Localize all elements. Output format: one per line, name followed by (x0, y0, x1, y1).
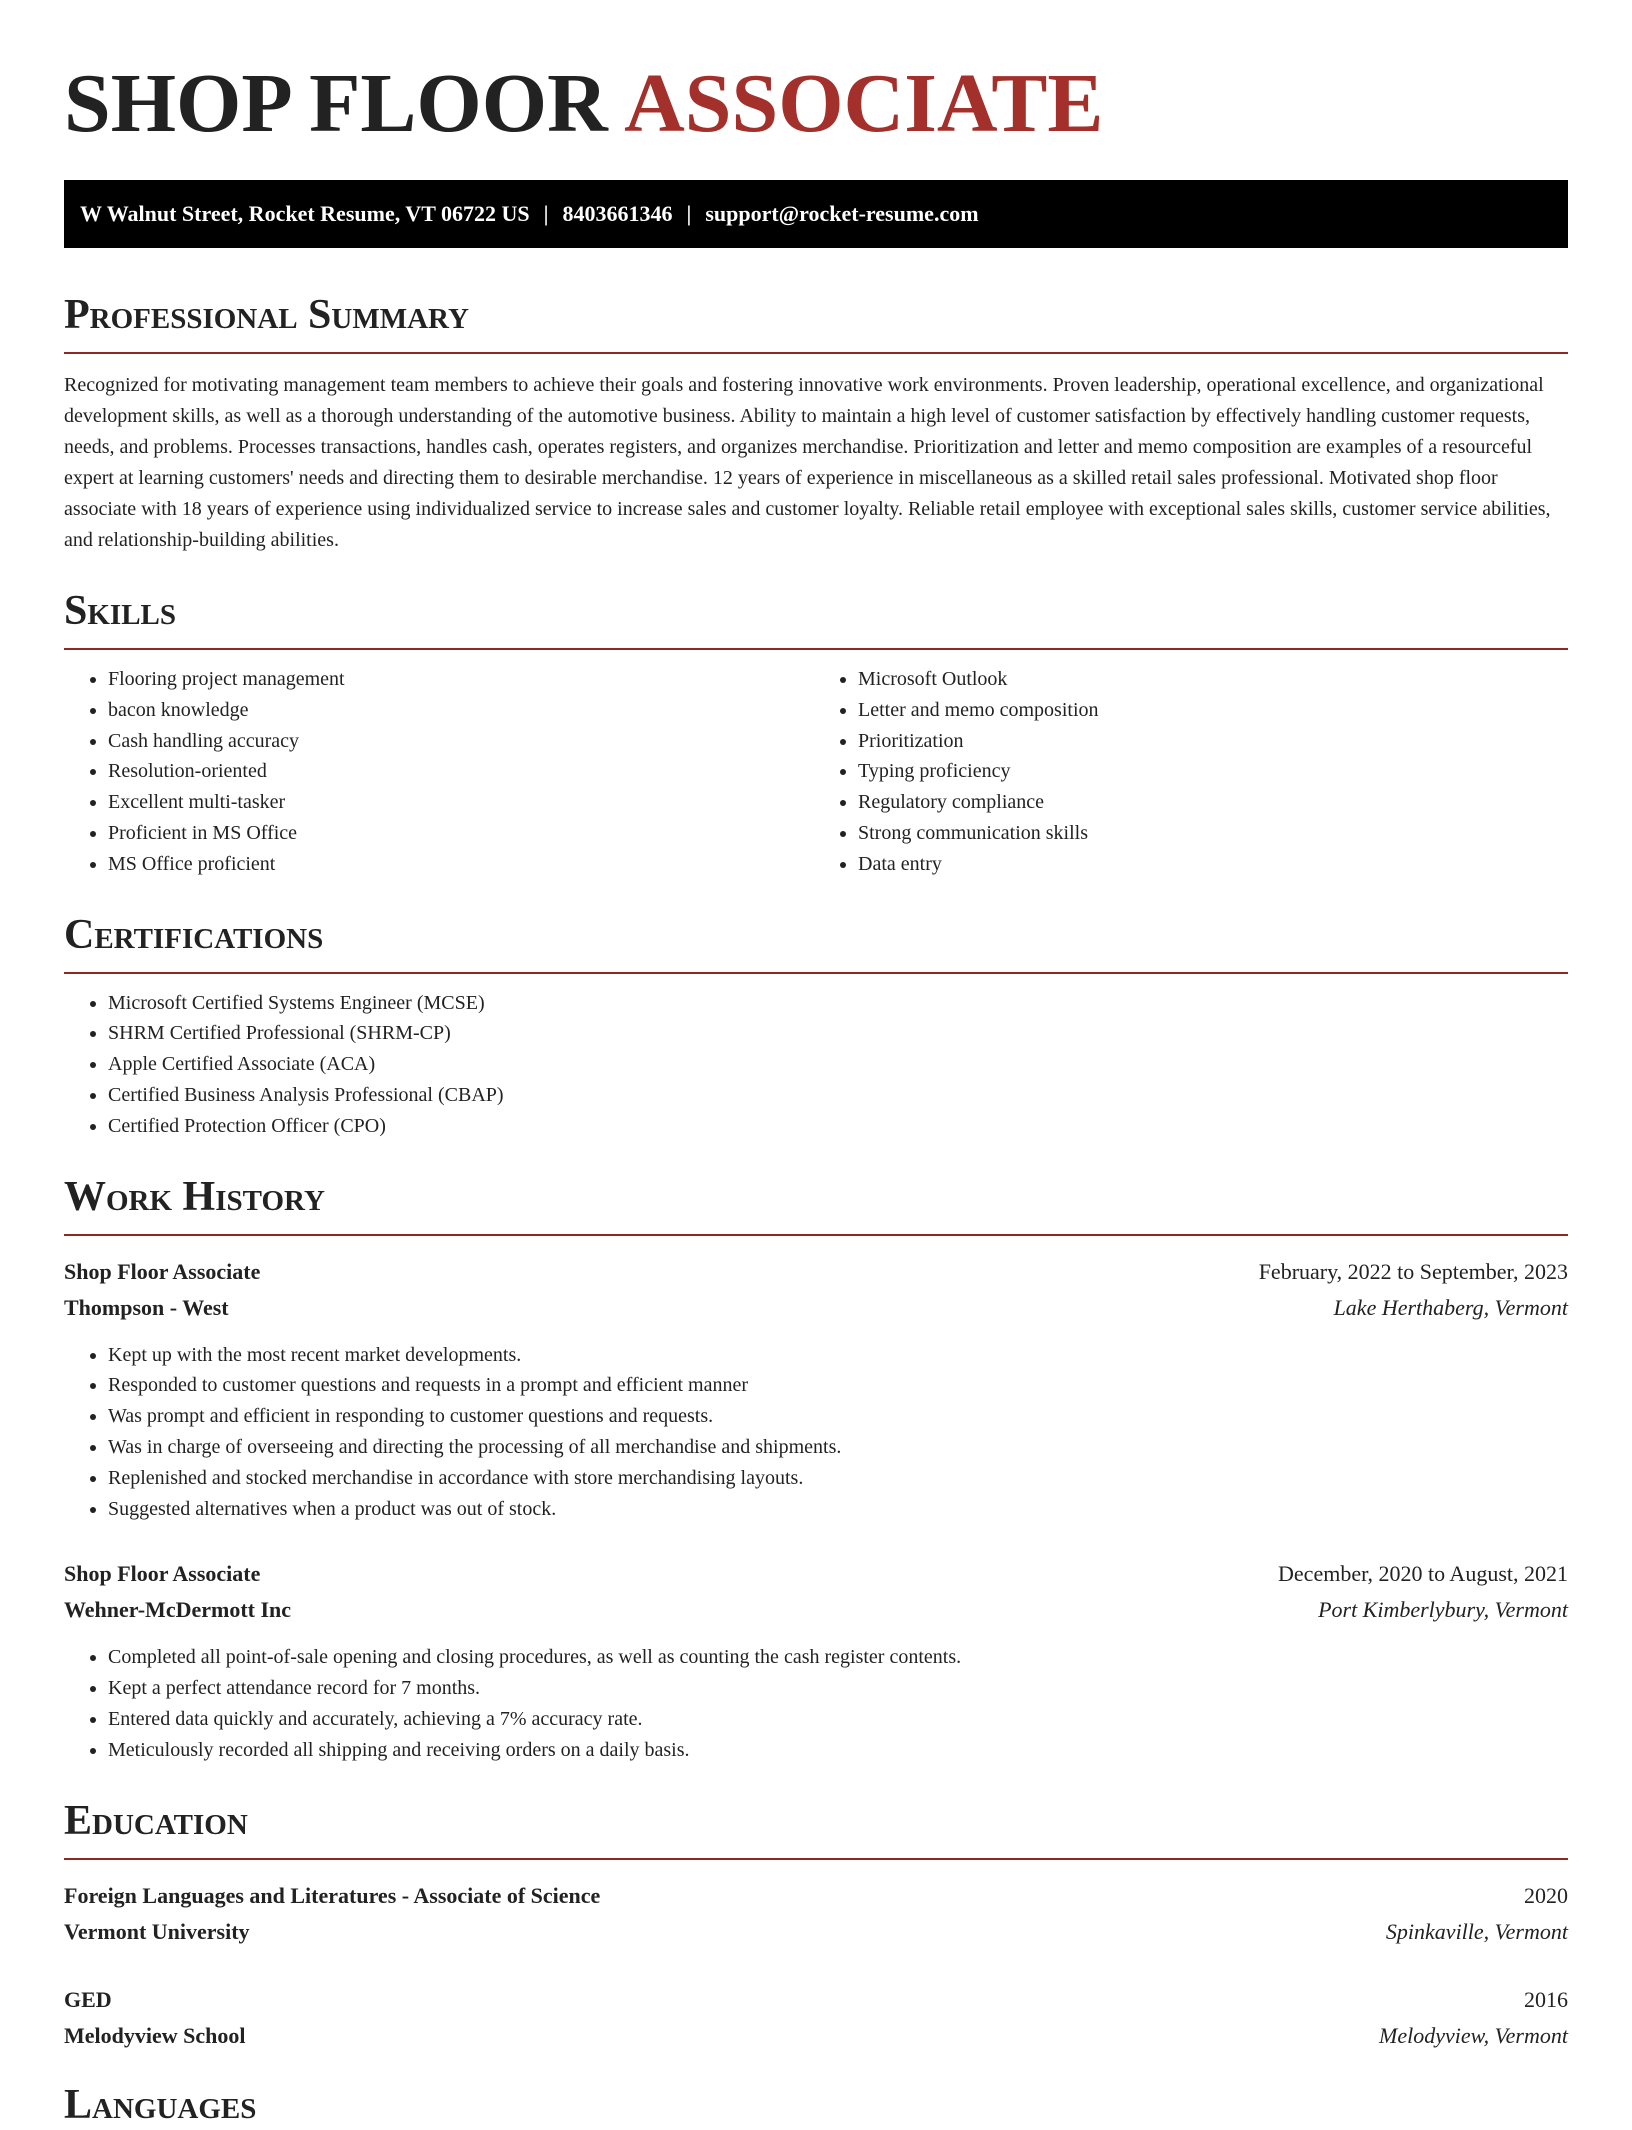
job-header-line (64, 1556, 1568, 1592)
certification-item: • Certified Business Analysis Professional (CBAP) (108, 1080, 1568, 1111)
education-year: 2020 (1524, 1882, 1568, 1908)
skill-item: • Proficient in MS Office (108, 818, 816, 849)
education-subheader-line (64, 2018, 1568, 2054)
contact-separator: | (686, 201, 692, 226)
education-entry (64, 1878, 1568, 1950)
section-divider (64, 352, 1568, 354)
education-location: Melodyview, Vermont (1379, 2022, 1568, 2048)
skill-item: • Prioritization (858, 726, 1568, 757)
job-bullet: • Replenished and stocked merchandise in accordance with store merchandising layouts. (108, 1463, 1568, 1494)
education-school: Vermont University (64, 1918, 250, 1944)
job-bullet: • Responded to customer questions and requests in a prompt and efficient manner (108, 1370, 1568, 1401)
section-divider (64, 972, 1568, 974)
job-bullet: • Was in charge of overseeing and directing the processing of all merchandise and shipments. (108, 1432, 1568, 1463)
job-dates: February, 2022 to September, 2023 (1258, 1258, 1568, 1284)
section-title-education: Education (64, 1797, 248, 1844)
job-location: Lake Herthaberg, Vermont (1333, 1294, 1568, 1320)
summary-text: Recognized for motivating management team members to achieve their goals and fostering innovative work environments. Proven leadership, operational excellence, and organizational development skills, as well as a thorough understanding of the automotive business. Ability to maintain a high level of customer satisfaction by effectively handling customer requests, needs, and problems. Processes transactions, handles cash, operates registers, and organizes merchandise. Prioritization and letter and memo composition are examples of a resourceful expert at learning customers' needs and directing them to desirable merchandise. 12 years of experience in miscellaneous as a skilled retail sales professional. Motivated shop floor associate with 18 years of experience using individualized service to increase sales and customer loyalty. Reliable retail employee with exceptional sales skills, customer service abilities, and relationship-building abilities. (64, 374, 1551, 551)
job-bullet: • Kept up with the most recent market developments. (108, 1340, 1568, 1371)
resume-page (64, 0, 1568, 2130)
education-school: Melodyview School (64, 2022, 246, 2048)
section-title-summary: Professional Summary (64, 292, 469, 338)
skills-list-right (816, 664, 1568, 880)
job-bullet: • Completed all point-of-sale opening and closing procedures, as well as counting the cash register contents. (108, 1642, 1568, 1673)
skill-item: • Flooring project management (108, 664, 816, 695)
skill-item: • Resolution-oriented (108, 756, 816, 787)
contact-email: support@rocket-resume.com (705, 201, 979, 226)
skill-item: • Microsoft Outlook (858, 664, 1568, 695)
skill-item: • Cash handling accuracy (108, 726, 816, 757)
skill-item: • Regulatory compliance (858, 787, 1568, 818)
education-degree: Foreign Languages and Literatures - Associate of Science (64, 1882, 601, 1908)
skill-item: • Typing proficiency (858, 756, 1568, 787)
title-accent: ASSOCIATE (624, 57, 1104, 150)
job-bullets (64, 1642, 1568, 1765)
certifications-section (64, 910, 1568, 1142)
education-entry (64, 1982, 1568, 2054)
education-header-line (64, 1878, 1568, 1914)
job-bullet: • Kept a perfect attendance record for 7 months. (108, 1673, 1568, 1704)
title-primary: SHOP FLOOR (64, 57, 608, 150)
contact-bar (64, 180, 1568, 248)
education-location: Spinkaville, Vermont (1385, 1918, 1568, 1944)
skill-item: • Strong communication skills (858, 818, 1568, 849)
contact-phone: 8403661346 (562, 201, 673, 226)
skill-item: • MS Office proficient (108, 849, 816, 880)
section-divider (64, 1858, 1568, 1860)
job-bullet: • Entered data quickly and accurately, achieving a 7% accuracy rate. (108, 1704, 1568, 1735)
job-company: Thompson - West (64, 1294, 229, 1320)
skill-item: • Data entry (858, 849, 1568, 880)
education-degree: GED (64, 1986, 112, 2012)
skill-item: • bacon knowledge (108, 695, 816, 726)
job-location: Port Kimberlybury, Vermont (1318, 1597, 1568, 1623)
section-title-work-history: Work History (64, 1173, 325, 1220)
job-subheader-line (64, 1592, 1568, 1628)
contact-separator: | (543, 201, 549, 226)
job-bullets (64, 1340, 1568, 1525)
job-dates: December, 2020 to August, 2021 (1278, 1561, 1568, 1587)
languages-section (64, 2080, 1568, 2130)
skills-columns (64, 650, 1568, 880)
section-title-languages: Languages (64, 2081, 257, 2128)
certifications-list (64, 988, 1568, 1142)
certification-item: • Apple Certified Associate (ACA) (108, 1049, 1568, 1080)
education-header-line (64, 1982, 1568, 2018)
job-bullet: • Meticulously recorded all shipping and receiving orders on a daily basis. (108, 1735, 1568, 1766)
job-header-line (64, 1254, 1568, 1290)
education-year: 2016 (1524, 1986, 1568, 2012)
section-title-skills: Skills (64, 588, 177, 634)
skill-item: • Excellent multi-tasker (108, 787, 816, 818)
job-subheader-line (64, 1290, 1568, 1326)
work-history-section (64, 1172, 1568, 1766)
education-section (64, 1796, 1568, 2054)
skills-list-left (64, 664, 816, 880)
section-title-certifications: Certifications (64, 911, 324, 958)
certification-item: • Microsoft Certified Systems Engineer (MCSE) (108, 988, 1568, 1019)
job-entry (64, 1556, 1568, 1765)
skills-section (64, 586, 1568, 880)
job-bullet: • Suggested alternatives when a product was out of stock. (108, 1494, 1568, 1525)
education-subheader-line (64, 1914, 1568, 1950)
job-company: Wehner-McDermott Inc (64, 1597, 292, 1623)
job-entry (64, 1254, 1568, 1525)
job-bullet: • Was prompt and efficient in responding to customer questions and requests. (108, 1401, 1568, 1432)
job-role: Shop Floor Associate (64, 1258, 261, 1284)
section-divider (64, 1234, 1568, 1236)
certification-item: • SHRM Certified Professional (SHRM-CP) (108, 1018, 1568, 1049)
contact-address: W Walnut Street, Rocket Resume, VT 06722 US (80, 201, 530, 226)
job-role: Shop Floor Associate (64, 1561, 261, 1587)
summary-section (64, 290, 1568, 556)
resume-title (64, 58, 1568, 150)
certification-item: • Certified Protection Officer (CPO) (108, 1111, 1568, 1142)
skill-item: • Letter and memo composition (858, 695, 1568, 726)
